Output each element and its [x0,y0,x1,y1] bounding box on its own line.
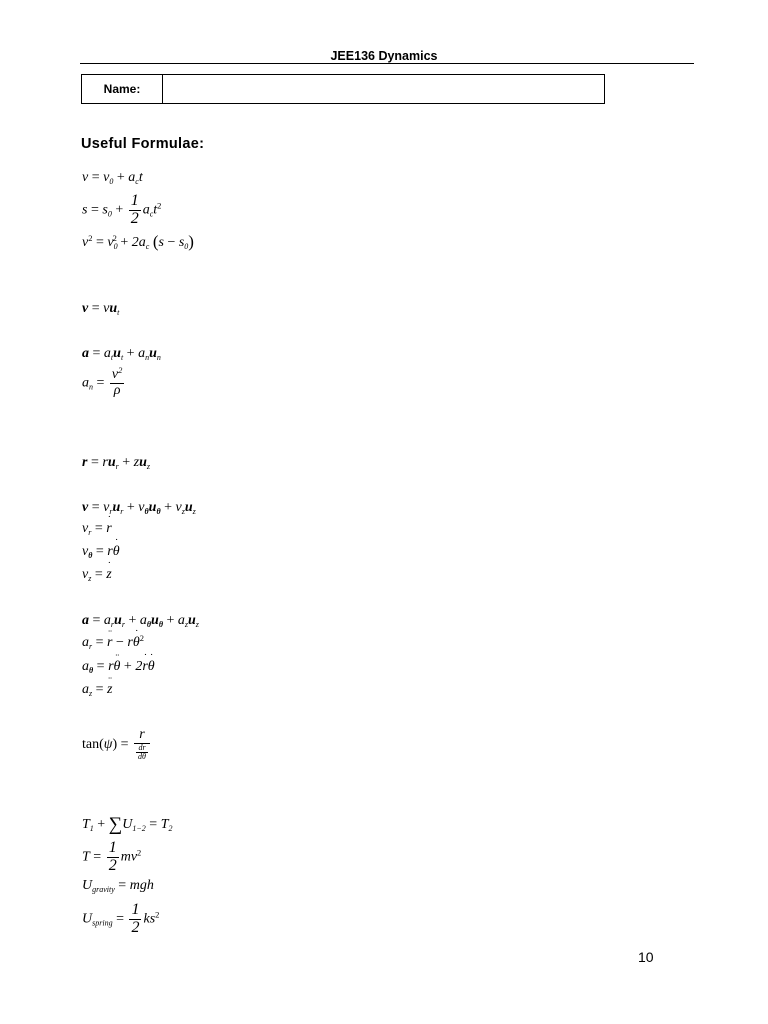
equation-position-cylindrical: $r = ru_r + zu_z$ [82,455,151,471]
name-box [81,74,605,104]
header-rule [80,63,694,64]
document-title: JEE136 Dynamics [330,49,438,63]
equation-work-energy: $T_1 + \sum U_{1-2} = T_2$ [82,814,173,835]
page-number: 10 [638,949,654,965]
equation-normal-acceleration: $a_n$ = $\frac{v^2}{\rho}$ [82,365,123,398]
equation-vtheta: $v_\theta$ = r˙ θ [82,545,120,559]
equation-kinetic-energy: T = $\frac{1}{2}$ $mv^2$ [82,839,142,874]
name-label: Name: [82,75,163,103]
equation-spring-potential: $U_{spring}$ = $\frac{1}{2}$ $ks^2$ [82,901,160,936]
equation-vr: $v_r$ = ˙ r [82,522,112,536]
equation-velocity-constant-accel: $v = v_0 + a_ct$ [82,170,143,186]
name-field[interactable] [163,75,604,103]
equation-acceleration-cylindrical: $a = a_ru_r + a_\theta u_\theta + a_zu_z$ [82,613,199,629]
equation-tan-psi: tan(ψ) = $\frac{r}{\frac{dr}{d\theta}}$ [82,728,152,761]
equation-velocity-cylindrical: $v = v_ru_r + v_\theta u_\theta + v_zu_z$ [82,500,196,516]
equation-velocity-nt: $v = vu_t$ [82,301,120,317]
equation-ar: $a_r$ = ¨ r − r˙ $\theta^2$ [82,636,144,650]
equation-vz: $v_z$ = ˙ z [82,568,112,582]
equation-position-constant-accel: $s = s_0$ + $\frac{1}{2}$ $a_ct^2$ [82,192,162,227]
equation-gravity-potential: $U_{gravity}$ = mgh [82,878,154,894]
equation-atheta: $a_\theta$ = r¨ θ + 2˙ r˙ θ [82,660,155,674]
equation-velocity-squared: $v^2 = v_0^2 + 2a_c$ $(s - s_0)$ [82,232,194,251]
section-title: Useful Formulae: [81,136,205,152]
equation-az: $a_z$ = ¨ z [82,683,112,697]
equation-acceleration-nt: $a = a_tu_t + a_nu_n$ [82,346,161,362]
